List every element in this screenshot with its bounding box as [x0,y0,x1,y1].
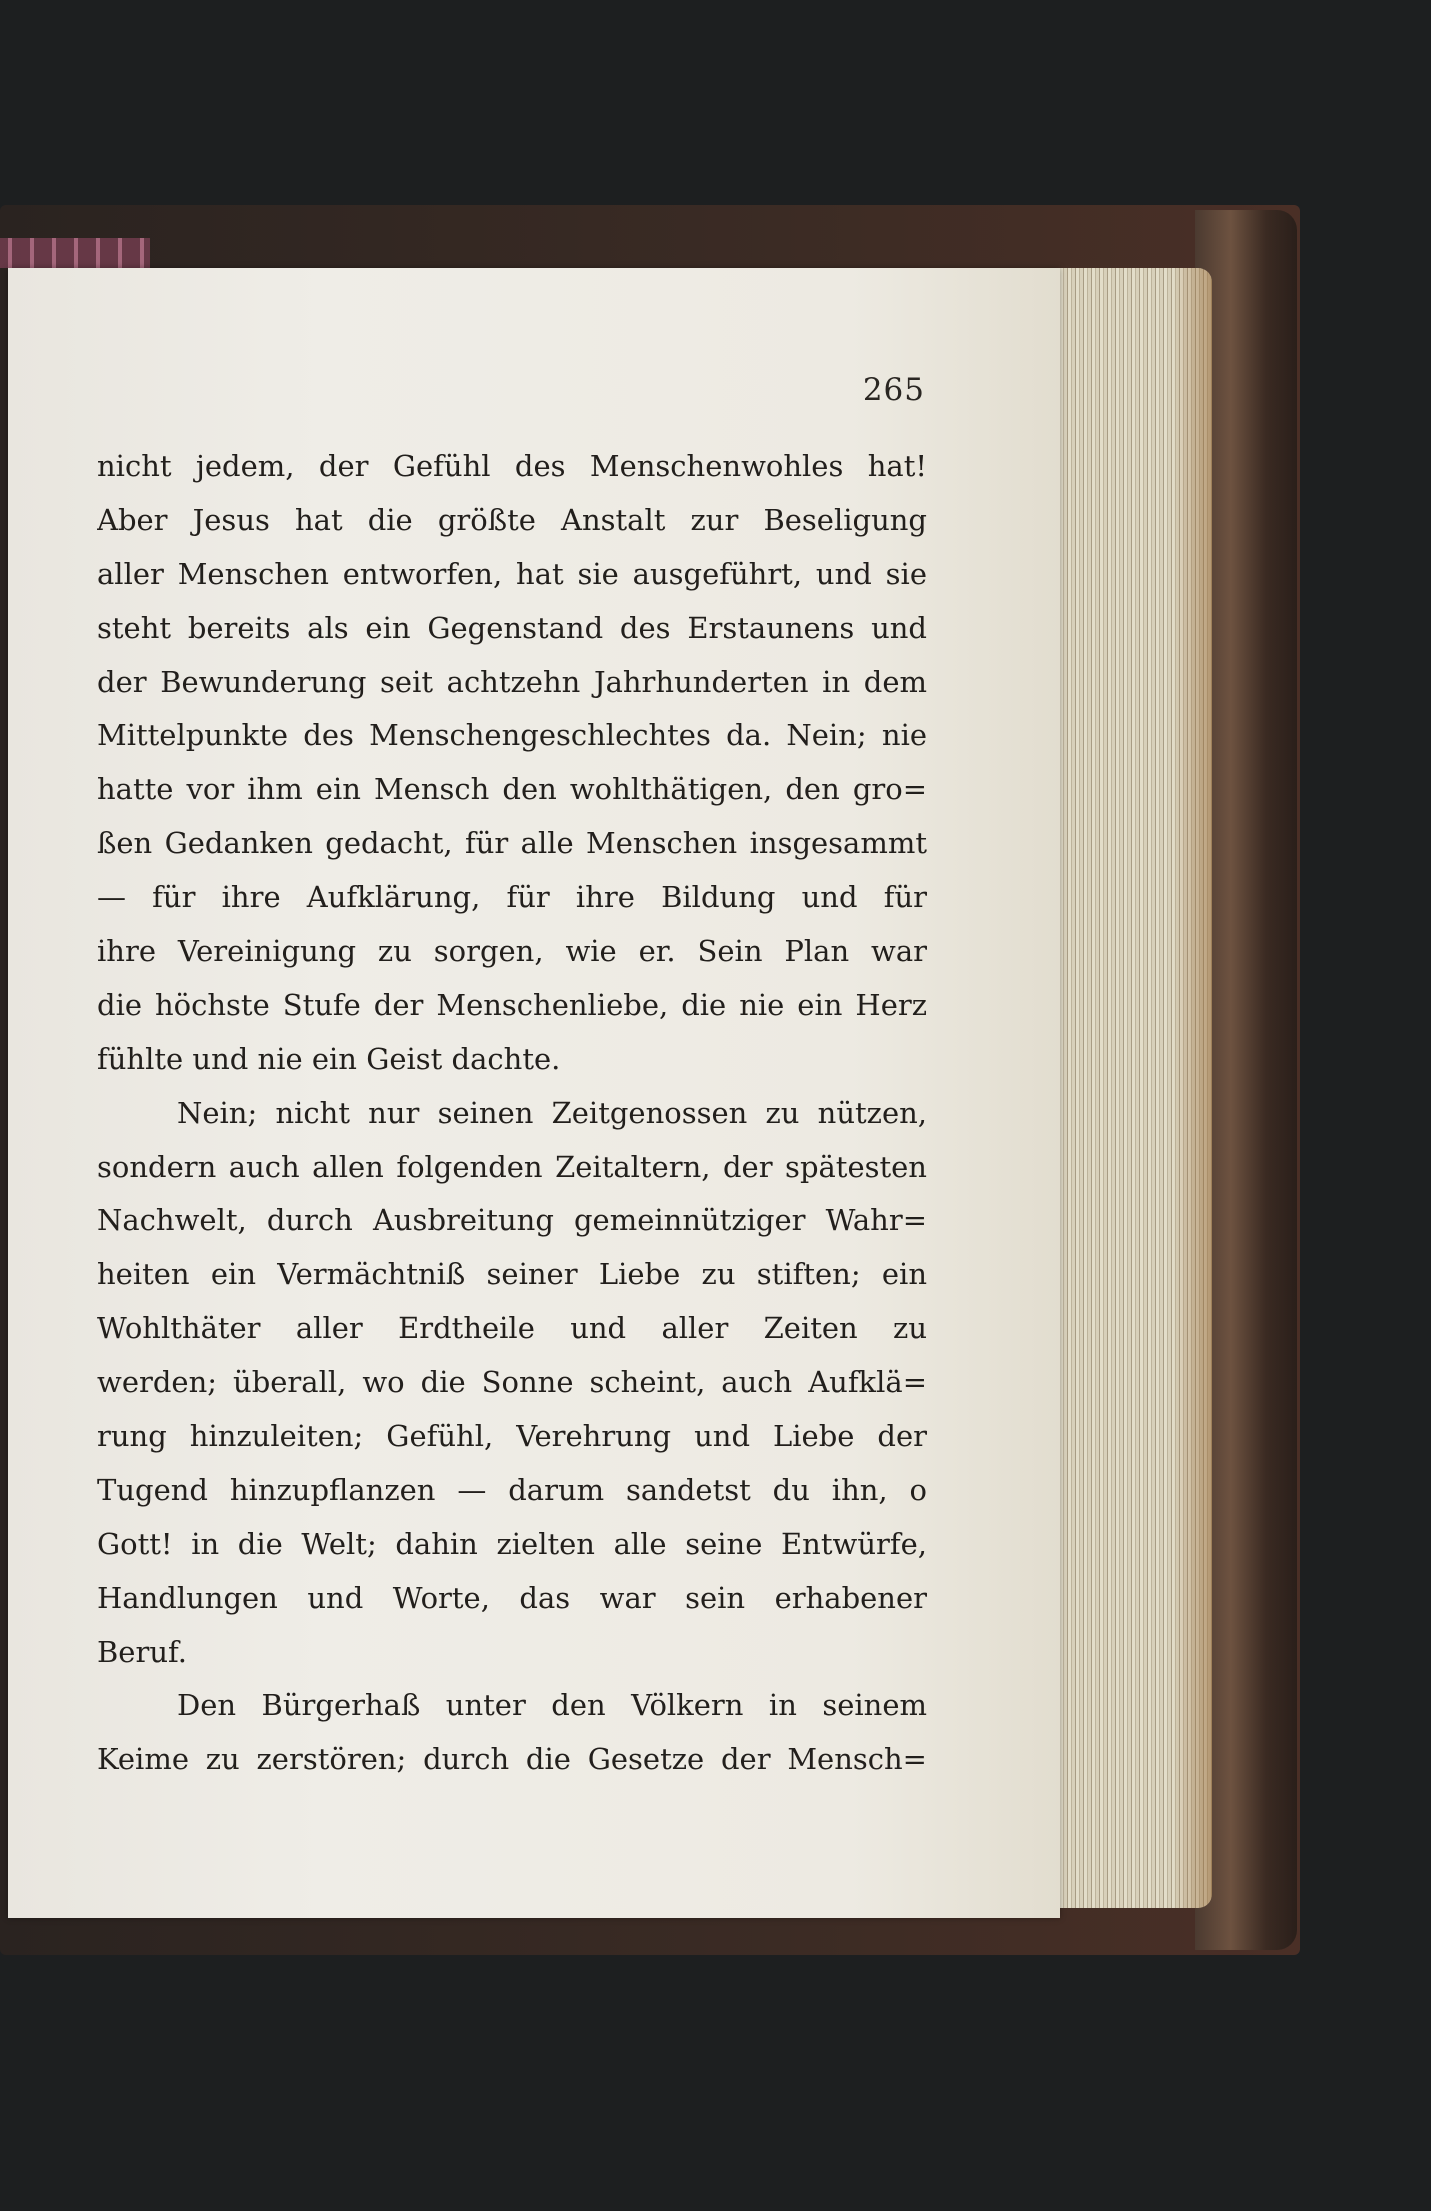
text-line: rung hinzuleiten; Gefühl, Verehrung und Liebe der [97,1419,927,1454]
text-line: Wohlthäter aller Erdtheile und aller Zeiten zu [97,1311,927,1346]
text-line: Tugend hinzupflanzen — darum sandetst du ihn, o [97,1472,927,1507]
text-line: die höchste Stufe der Menschenliebe, die nie ein Herz [97,987,927,1022]
text-line: fühlte und nie ein Geist dachte. [97,1041,561,1076]
text-line: steht bereits als ein Gegenstand des Erstaunens und [97,610,927,645]
text-line: ßen Gedanken gedacht, für alle Menschen insgesammt [97,826,927,861]
text-line: Aber Jesus hat die größte Anstalt zur Beseligung [97,502,927,537]
text-line: Gott! in die Welt; dahin zielten alle seine Entwürfe, [97,1526,927,1561]
text-line: Handlungen und Worte, das war sein erhabener [97,1580,927,1615]
text-line: hatte vor ihm ein Mensch den wohlthätigen, den gro= [97,772,927,807]
text-line: — für ihre Aufklärung, für ihre Bildung und für [97,880,927,915]
text-line: Nachwelt, durch Ausbreitung gemeinnütziger Wahr= [97,1203,927,1238]
text-line: nicht jedem, der Gefühl des Menschenwohles hat! [97,449,927,483]
text-line: der Bewunderung seit achtzehn Jahrhunderten in dem [97,664,927,699]
page-edges [1052,268,1212,1908]
text-line: aller Menschen entworfen, hat sie ausgeführt, und sie [97,556,927,591]
page-text [97,440,927,1787]
text-line: heiten ein Vermächtniß seiner Liebe zu stiften; ein [97,1257,927,1292]
text-line: werden; überall, wo die Sonne scheint, auch Aufklä= [97,1365,927,1400]
text-line: sondern auch allen folgenden Zeitaltern, der spätesten [97,1149,927,1184]
text-line: Beruf. [97,1634,187,1669]
page-number: 265 [862,372,925,408]
text-line: ihre Vereinigung zu sorgen, wie er. Sein Plan war [97,934,927,969]
spine-decoration [0,238,150,268]
text-line: Mittelpunkte des Menschengeschlechtes da. Nein; nie [97,718,927,753]
text-line: Nein; nicht nur seinen Zeitgenossen zu nützen, [177,1095,927,1130]
text-line: Den Bürgerhaß unter den Völkern in seinem [177,1688,927,1723]
text-line: Keime zu zerstören; durch die Gesetze der Mensch= [97,1742,927,1777]
